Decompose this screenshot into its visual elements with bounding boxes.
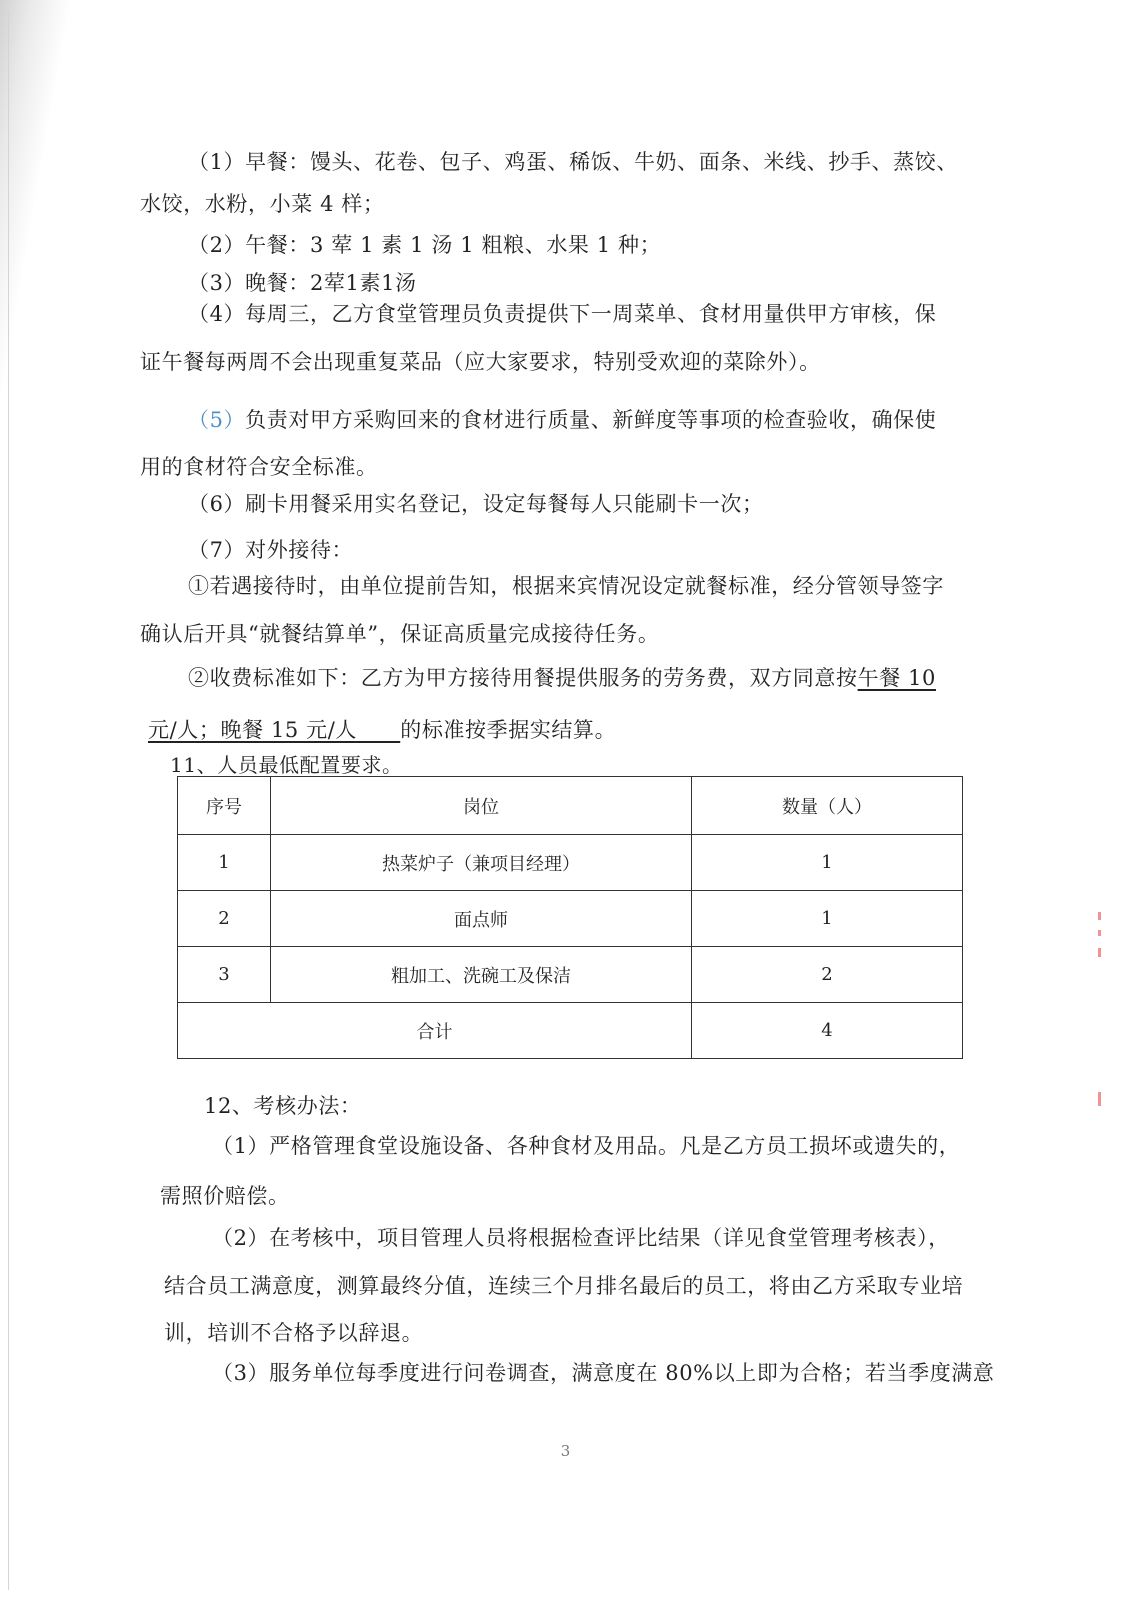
paragraph-lunch: （2）午餐：3 荤 1 素 1 汤 1 粗粮、水果 1 种； bbox=[188, 233, 662, 257]
scan-page-edge bbox=[8, 10, 9, 1590]
table-cell-count: 1 bbox=[692, 891, 963, 947]
fee-dinner-underlined: 元/人；晚餐 15 元/人 bbox=[148, 718, 401, 742]
paragraph-fee-text: ②收费标准如下：乙方为甲方接待用餐提供服务的劳务费，双方同意按 bbox=[188, 666, 858, 690]
seal-fragment-mark bbox=[1098, 912, 1101, 920]
section-12-heading: 12、考核办法： bbox=[204, 1094, 362, 1118]
table-total-row bbox=[178, 1003, 963, 1059]
paragraph-assess-1-line2: 需照价赔偿。 bbox=[160, 1184, 290, 1208]
table-total-label: 合计 bbox=[178, 1003, 692, 1059]
paragraph-assess-2-line2: 结合员工满意度，测算最终分值，连续三个月排名最后的员工，将由乙方采取专业培 bbox=[164, 1274, 964, 1298]
paragraph-reception: （7）对外接待： bbox=[188, 538, 354, 562]
table-cell-post: 面点师 bbox=[271, 891, 692, 947]
paragraph-assess-3-line1: （3）服务单位每季度进行问卷调查，满意度在 80%以上即为合格；若当季度满意 bbox=[212, 1361, 995, 1385]
paragraph-fee-line2 bbox=[148, 714, 616, 744]
paragraph-assess-1-line1: （1）严格管理食堂设施设备、各种食材及用品。凡是乙方员工损坏或遗失的， bbox=[212, 1134, 961, 1158]
paragraph-assess-2-line1: （2）在考核中，项目管理人员将根据检查评比结果（详见食堂管理考核表）， bbox=[212, 1226, 950, 1250]
table-cell-post: 热菜炉子（兼项目经理） bbox=[271, 835, 692, 891]
table-header-row bbox=[178, 777, 963, 835]
staffing-table bbox=[177, 776, 963, 1059]
table-header-count: 数量（人） bbox=[692, 777, 963, 835]
table-cell-no: 3 bbox=[178, 947, 271, 1003]
paragraph-breakfast-line2: 水饺，水粉，小菜 4 样； bbox=[140, 192, 385, 216]
seal-fragment-mark bbox=[1098, 1092, 1101, 1106]
table-cell-no: 1 bbox=[178, 835, 271, 891]
fee-lunch-underlined: 午餐 10 bbox=[857, 666, 937, 690]
table-cell-post: 粗加工、洗碗工及保洁 bbox=[271, 947, 692, 1003]
paragraph-menu-review-line1: （4）每周三，乙方食堂管理员负责提供下一周菜单、食材用量供甲方审核，保 bbox=[188, 302, 937, 326]
table-total-count: 4 bbox=[692, 1003, 963, 1059]
paragraph-reception-a-line2: 确认后开具“就餐结算单”，保证高质量完成接待任务。 bbox=[140, 622, 660, 646]
table-header-post: 岗位 bbox=[271, 777, 692, 835]
paragraph-fee-tail: 的标准按季据实结算。 bbox=[400, 718, 617, 742]
page-number: 3 bbox=[560, 1442, 571, 1460]
paragraph-menu-review-line2: 证午餐每两周不会出现重复菜品（应大家要求，特别受欢迎的菜除外）。 bbox=[140, 350, 821, 374]
paragraph-dinner: （3）晚餐：2荤1素1汤 bbox=[188, 271, 417, 295]
paragraph-fee-line1 bbox=[188, 662, 936, 692]
paragraph-inspection-line1 bbox=[188, 404, 936, 434]
table-row bbox=[178, 835, 963, 891]
table-cell-count: 2 bbox=[692, 947, 963, 1003]
paragraph-reception-a-line1: ①若遇接待时，由单位提前告知，根据来宾情况设定就餐标准，经分管领导签字 bbox=[188, 574, 944, 598]
paragraph-assess-2-line3: 训，培训不合格予以辞退。 bbox=[164, 1321, 424, 1345]
paragraph-breakfast-line1: （1）早餐：馒头、花卷、包子、鸡蛋、稀饭、牛奶、面条、米线、抄手、蒸饺、 bbox=[188, 150, 958, 174]
table-row bbox=[178, 891, 963, 947]
seal-fragment-mark bbox=[1098, 930, 1101, 936]
paragraph-inspection-number: （5） bbox=[188, 408, 246, 432]
section-11-heading: 11、人员最低配置要求。 bbox=[170, 753, 403, 777]
table-cell-count: 1 bbox=[692, 835, 963, 891]
table-row bbox=[178, 947, 963, 1003]
paragraph-inspection-text: 负责对甲方采购回来的食材进行质量、新鲜度等事项的检查验收，确保使 bbox=[245, 408, 937, 432]
paragraph-inspection-line2: 用的食材符合安全标准。 bbox=[140, 455, 378, 479]
seal-fragment-mark bbox=[1098, 948, 1101, 957]
table-header-no: 序号 bbox=[178, 777, 271, 835]
table-cell-no: 2 bbox=[178, 891, 271, 947]
paragraph-card-swipe: （6）刷卡用餐采用实名登记，设定每餐每人只能刷卡一次； bbox=[188, 492, 764, 516]
